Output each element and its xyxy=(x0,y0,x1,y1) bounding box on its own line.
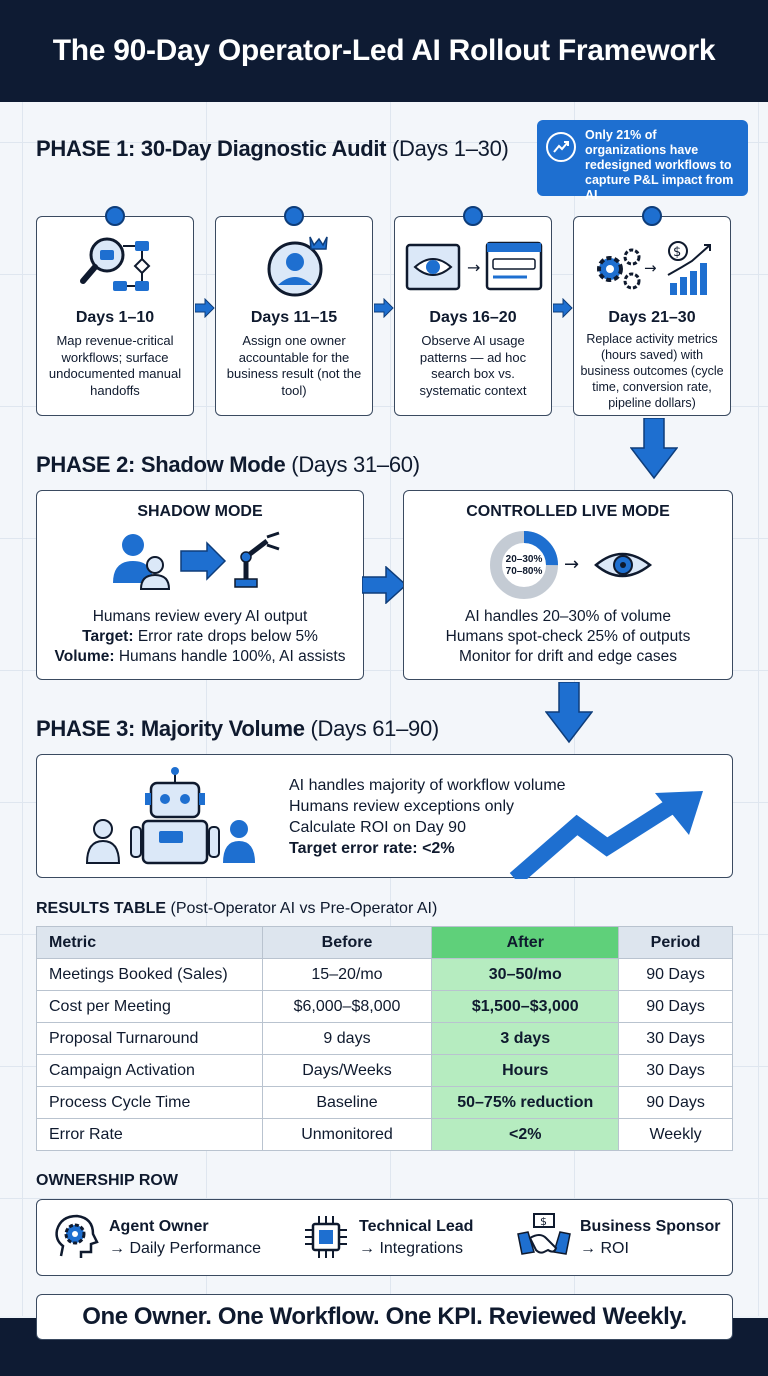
phase1-heading xyxy=(36,136,509,162)
phase2-heading xyxy=(36,452,420,478)
cell-period: Weekly xyxy=(619,1119,733,1151)
phase1-title: PHASE 1: 30-Day Diagnostic Audit xyxy=(36,136,387,161)
results-subtitle: (Post-Operator AI vs Pre-Operator AI) xyxy=(170,900,438,917)
phase2-subtitle: (Days 31–60) xyxy=(291,452,420,477)
shadow-line-2 xyxy=(37,627,363,648)
donut-label-1: 20–30% xyxy=(505,554,543,565)
arrow-eye-icon xyxy=(564,543,654,587)
table-row xyxy=(37,991,733,1023)
cell-metric: Error Rate xyxy=(37,1119,263,1151)
cell-metric: Process Cycle Time xyxy=(37,1087,263,1119)
card-description: Observe AI usage patterns — ad hoc search box vs. systematic context xyxy=(419,333,527,398)
svg-text:$: $ xyxy=(540,1215,547,1228)
header-metric: Metric xyxy=(37,927,263,959)
cell-before: $6,000–$8,000 xyxy=(262,991,432,1023)
timeline-dot xyxy=(463,206,483,226)
phase1-card-4 xyxy=(573,216,731,416)
page-title: The 90-Day Operator-Led AI Rollout Framework xyxy=(52,34,716,67)
phase1-subtitle: (Days 1–30) xyxy=(392,136,509,161)
phase3-title: PHASE 3: Majority Volume xyxy=(36,716,305,741)
ownership-row xyxy=(36,1199,733,1276)
arrow-down-icon xyxy=(630,418,678,485)
table-row xyxy=(37,1055,733,1087)
header-after: After xyxy=(432,927,619,959)
arrow-down-icon xyxy=(545,682,593,749)
agent-owner-role: Agent Owner xyxy=(109,1218,209,1235)
cell-period: 90 Days xyxy=(619,959,733,991)
handshake-money-icon xyxy=(516,1212,572,1262)
majority-volume-card xyxy=(36,754,733,878)
cell-period: 30 Days xyxy=(619,1055,733,1087)
callout-text: Only 21% of organizations have redesigned workflows to capture P&L impact from AI xyxy=(585,128,734,202)
shadow-mode-card xyxy=(36,490,364,680)
live-line-3: Monitor for drift and edge cases xyxy=(459,648,677,665)
results-title: RESULTS TABLE xyxy=(36,900,167,917)
phase3-heading xyxy=(36,716,439,742)
card-title: Days 16–20 xyxy=(429,309,517,326)
shadow-line-3 xyxy=(37,647,363,668)
cell-before: 9 days xyxy=(262,1023,432,1055)
cell-before: Unmonitored xyxy=(262,1119,432,1151)
volume-label: Volume: xyxy=(54,648,115,665)
card-description: Assign one owner accountable for the business result (not the tool) xyxy=(226,333,362,398)
live-mode-title: CONTROLLED LIVE MODE xyxy=(466,503,670,520)
stat-callout xyxy=(537,120,748,202)
robot-with-humans-icon xyxy=(85,765,265,869)
table-row xyxy=(37,959,733,991)
results-heading xyxy=(36,900,437,918)
svg-text:→: → xyxy=(467,258,481,277)
cell-before: Baseline xyxy=(262,1087,432,1119)
phase2-title: PHASE 2: Shadow Mode xyxy=(36,452,286,477)
bottom-banner: One Owner. One Workflow. One KPI. Reviewed Weekly. xyxy=(36,1294,733,1340)
volume-text: Humans handle 100%, AI assists xyxy=(114,648,346,665)
cell-period: 90 Days xyxy=(619,1087,733,1119)
trend-circle-icon xyxy=(546,132,576,162)
owner-crown-icon xyxy=(216,229,374,309)
timeline-dot xyxy=(105,206,125,226)
card-title: Days 1–10 xyxy=(75,309,155,326)
arrow-right-icon xyxy=(362,566,408,609)
ownership-title: OWNERSHIP ROW xyxy=(36,1172,178,1189)
target-text: Error rate drops below 5% xyxy=(133,628,318,645)
volume-donut-chart xyxy=(486,529,566,605)
business-sponsor-duty: → ROI xyxy=(580,1240,629,1257)
live-line-2: Humans spot-check 25% of outputs xyxy=(445,628,691,645)
svg-text:→: → xyxy=(644,259,657,277)
phase3-line-1: AI handles majority of workflow volume xyxy=(289,777,566,794)
phase3-line-4: Target error rate: <2% xyxy=(289,840,455,857)
technical-lead-role: Technical Lead xyxy=(359,1218,474,1235)
header xyxy=(0,0,768,102)
timeline-dot xyxy=(284,206,304,226)
cell-after: Hours xyxy=(432,1055,619,1087)
card-title: Days 11–15 xyxy=(250,309,338,326)
svg-text:$: $ xyxy=(673,245,682,260)
live-line-1: AI handles 20–30% of volume xyxy=(465,608,671,625)
table-header-row xyxy=(37,927,733,959)
phase3-line-3: Calculate ROI on Day 90 xyxy=(289,819,466,836)
header-period: Period xyxy=(619,927,733,959)
arrow-right-icon xyxy=(374,298,394,323)
arrow-right-icon xyxy=(195,298,215,323)
cell-after: $1,500–$3,000 xyxy=(432,991,619,1023)
phase1-card-2 xyxy=(215,216,373,416)
donut-label-2: 70–80% xyxy=(505,566,543,577)
head-gear-icon xyxy=(51,1212,101,1262)
cell-before: Days/Weeks xyxy=(262,1055,432,1087)
cell-after: 3 days xyxy=(432,1023,619,1055)
arrow-right-icon xyxy=(553,298,573,323)
phase1-card-1 xyxy=(36,216,194,416)
table-row xyxy=(37,1119,733,1151)
svg-text:→: → xyxy=(564,554,580,575)
owner-technical xyxy=(359,1216,473,1260)
cell-metric: Cost per Meeting xyxy=(37,991,263,1023)
gears-chart-icon xyxy=(574,229,732,309)
controlled-live-card xyxy=(403,490,733,680)
cell-metric: Proposal Turnaround xyxy=(37,1023,263,1055)
target-label: Target: xyxy=(82,628,134,645)
header-before: Before xyxy=(262,927,432,959)
card-description: Replace activity metrics (hours saved) with business outcomes (cycle time, conversion rate, pipeline dollars) xyxy=(580,332,724,410)
phase3-subtitle: (Days 61–90) xyxy=(310,716,439,741)
business-sponsor-role: Business Sponsor xyxy=(580,1218,721,1235)
table-row xyxy=(37,1023,733,1055)
cell-period: 90 Days xyxy=(619,991,733,1023)
cell-metric: Meetings Booked (Sales) xyxy=(37,959,263,991)
owner-business xyxy=(540,1215,721,1260)
phase1-card-3 xyxy=(394,216,552,416)
results-table xyxy=(36,926,733,1151)
chip-icon xyxy=(301,1212,351,1262)
cell-after: <2% xyxy=(432,1119,619,1151)
phase3-line-2: Humans review exceptions only xyxy=(289,798,514,815)
shadow-line-1: Humans review every AI output xyxy=(92,608,308,625)
cell-period: 30 Days xyxy=(619,1023,733,1055)
card-title: Days 21–30 xyxy=(608,309,696,326)
cell-after: 50–75% reduction xyxy=(432,1087,619,1119)
card-description: Map revenue-critical workflows; surface undocumented manual handoffs xyxy=(48,333,182,398)
agent-owner-duty: → Daily Performance xyxy=(109,1240,262,1257)
growth-arrow-icon xyxy=(507,791,707,879)
timeline-dot xyxy=(642,206,662,226)
owner-agent xyxy=(109,1216,261,1260)
cell-after: 30–50/mo xyxy=(432,959,619,991)
eye-window-icon xyxy=(395,229,553,309)
shadow-mode-title: SHADOW MODE xyxy=(137,503,263,520)
cell-metric: Campaign Activation xyxy=(37,1055,263,1087)
table-row xyxy=(37,1087,733,1119)
workflow-magnifier-icon xyxy=(37,229,195,309)
human-to-robot-arm-icon xyxy=(107,531,307,611)
technical-lead-duty: → Integrations xyxy=(359,1240,464,1257)
cell-before: 15–20/mo xyxy=(262,959,432,991)
